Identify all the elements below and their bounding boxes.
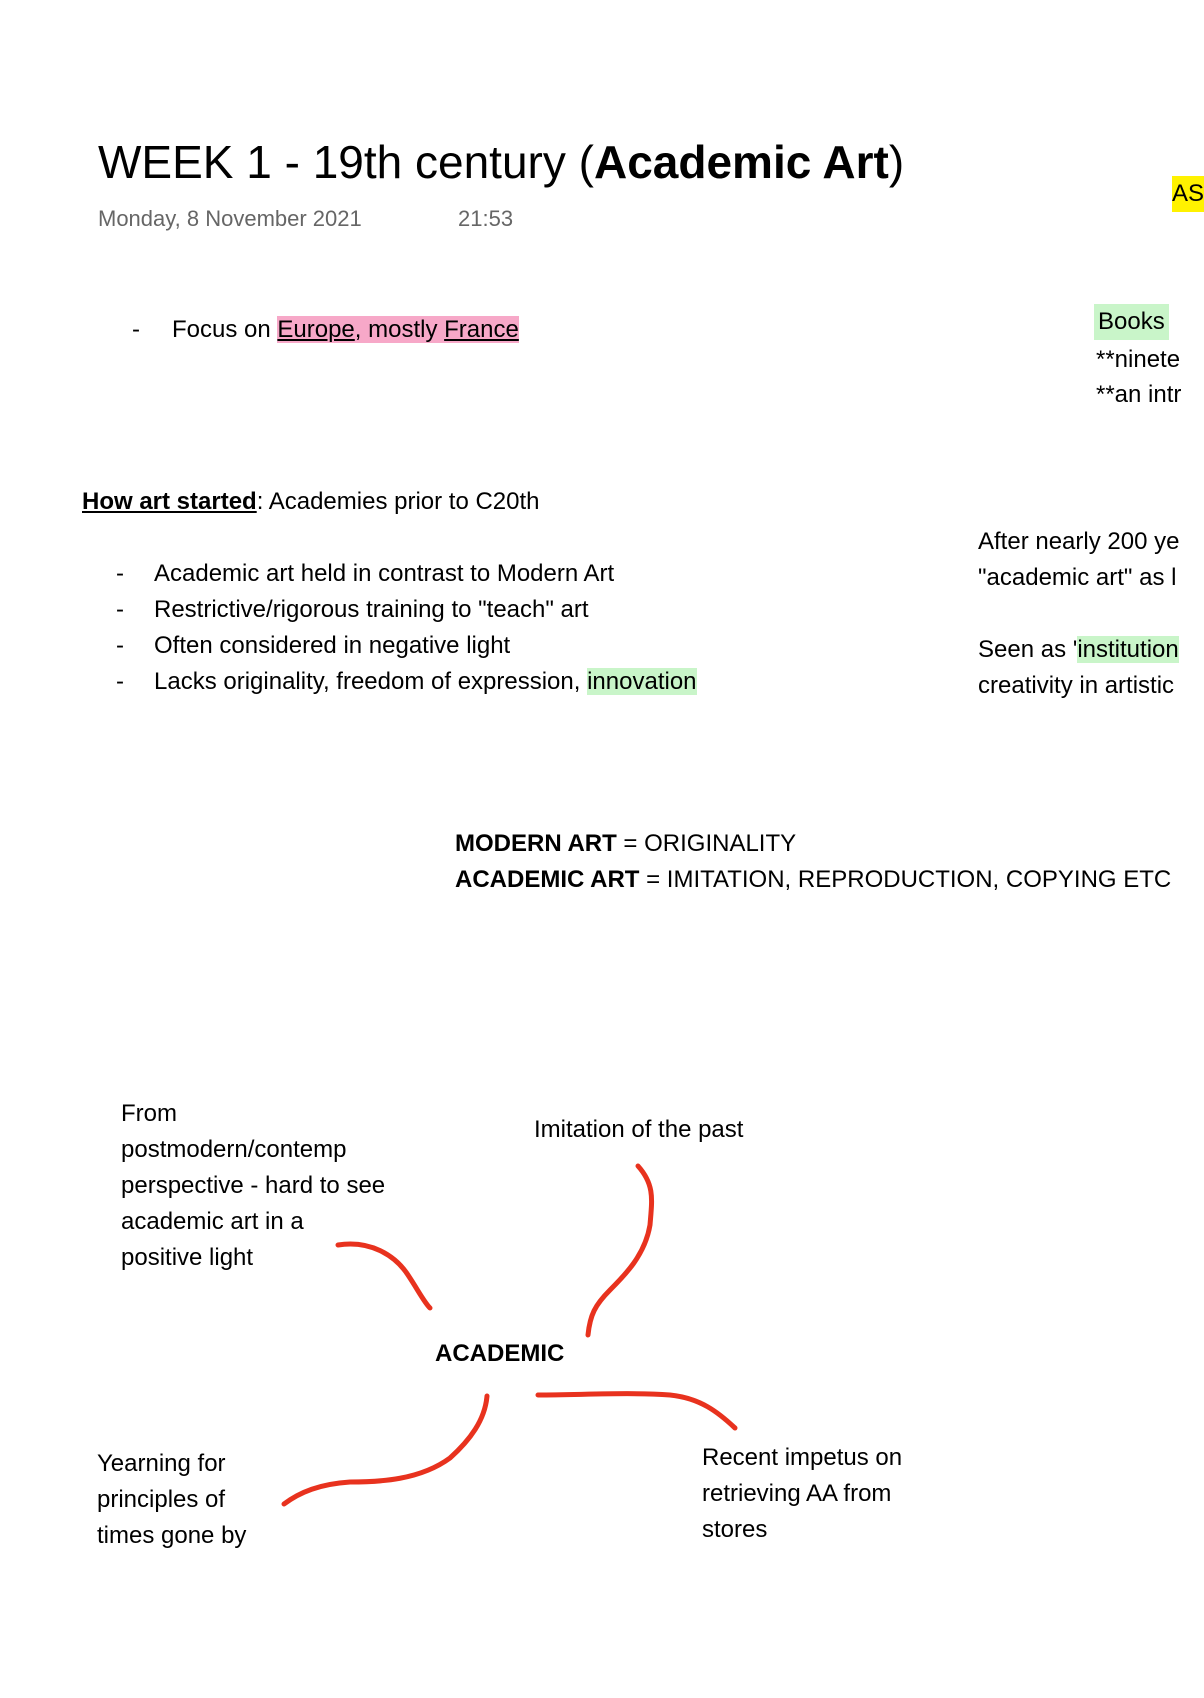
- list-item: - Academic art held in contrast to Modern Art: [116, 556, 697, 592]
- how-started-heading: How art started: Academies prior to C20th: [82, 488, 540, 515]
- connector-top-left: [338, 1244, 430, 1308]
- after-line-2: "academic art" as l: [978, 564, 1177, 591]
- seen-line-2: creativity in artistic: [978, 672, 1175, 699]
- connector-top-right: [588, 1166, 652, 1335]
- focus-highlight: Europe, mostly France: [277, 316, 519, 343]
- list-item: - Lacks originality, freedom of expression, innovation: [116, 664, 697, 700]
- list-item: - Often considered in negative light: [116, 628, 697, 664]
- page-title-bold: Academic Art: [593, 136, 889, 188]
- after-line-1: After nearly 200 ye: [978, 528, 1180, 555]
- page-title: WEEK 1 - 19th century (Academic Art): [98, 136, 905, 188]
- seen-line-1: Seen as 'institution: [978, 636, 1179, 663]
- list-item: - Restrictive/rigorous training to "teach" art: [116, 592, 697, 628]
- mindmap-top-right: Imitation of the past: [534, 1116, 744, 1143]
- innovation-highlight: innovation: [587, 668, 697, 695]
- mindmap-bottom-right: Recent impetus on retrieving AA from stores: [702, 1444, 903, 1543]
- mindmap-center: ACADEMIC: [435, 1340, 565, 1367]
- note-date: Monday, 8 November 2021: [98, 206, 362, 231]
- modern-art-line: MODERN ART = ORIGINALITY: [455, 830, 797, 857]
- mindmap-bottom-left: Yearning for principles of times gone by: [97, 1450, 247, 1549]
- connector-bottom-right: [538, 1394, 735, 1428]
- mindmap-top-left: From postmodern/contemp perspective - hard to see academic art in a positive light: [121, 1100, 386, 1271]
- book-item-2: **an intr: [1096, 381, 1182, 408]
- note-time: 21:53: [458, 206, 514, 231]
- book-item-1: **ninete: [1096, 346, 1181, 373]
- how-started-label: How art started: [82, 488, 257, 515]
- seen-highlight: institution: [1077, 636, 1179, 663]
- focus-bullet: - Focus on Europe, mostly France: [132, 316, 519, 343]
- books-label: Books: [1094, 304, 1169, 340]
- tag-highlight: AS: [1172, 176, 1204, 212]
- connector-bottom-left: [284, 1396, 487, 1504]
- academic-art-line: ACADEMIC ART = IMITATION, REPRODUCTION, COPYING ETC: [455, 866, 1172, 893]
